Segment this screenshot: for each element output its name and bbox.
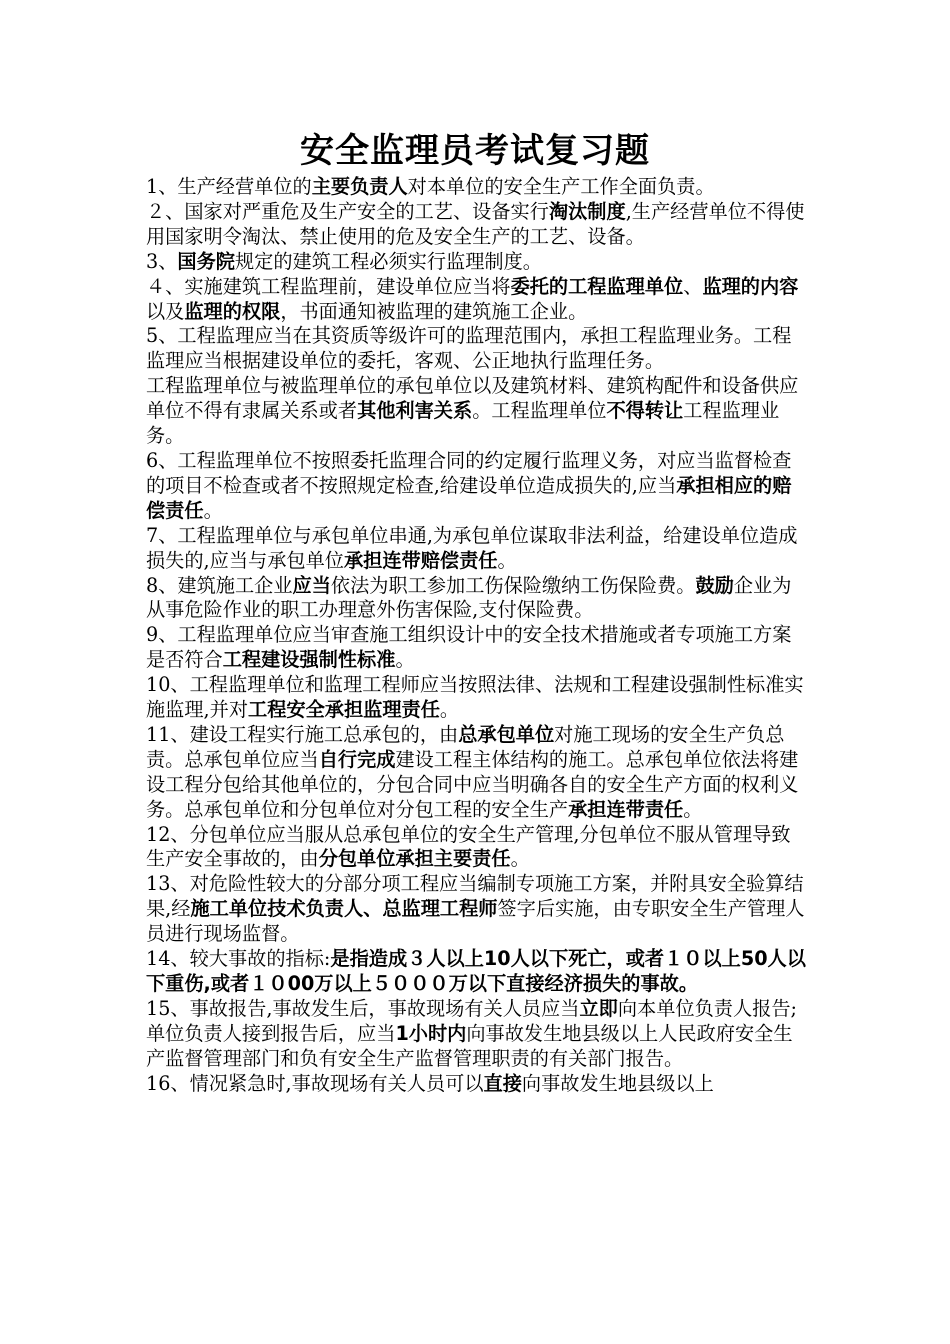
- bold-text-run: 应当: [292, 573, 331, 597]
- text-run: 依法为职工参加工伤保险缴纳工伤保险费。: [330, 573, 696, 597]
- bold-text-run: 承担相应的赔偿责任: [146, 473, 792, 522]
- text-run: 签字后实施，由专职安全生产管理人员进行现场监督。: [146, 897, 805, 946]
- bold-text-run: 鼓励: [695, 573, 734, 597]
- text-run: 规定的建筑工程必须实行监理制度。: [234, 249, 542, 273]
- paragraph: [146, 324, 806, 374]
- bold-text-run: 总承包单位: [458, 722, 555, 746]
- bold-text-run: 是指造成３人以上10人以下死亡，或者１０以上50人以下重伤,或者１０00万以上５０００万以下直接经济损失的事故。: [146, 947, 806, 995]
- paragraph: [146, 723, 806, 823]
- paragraph: [146, 250, 806, 275]
- bold-text-run: 施工单位技术负责人、总监理工程师: [190, 897, 498, 921]
- text-run: 11、建设工程实行施工总承包的，由: [146, 722, 459, 746]
- text-run: 。工程监理单位: [472, 399, 607, 423]
- paragraph: [146, 175, 806, 200]
- bold-text-run: 委托的工程监理单位: [510, 274, 684, 298]
- bold-text-run: 监理的内容: [702, 274, 799, 298]
- text-run: 向事故发生地县级以上人民政府安全生产监督管理部门和负有安全生产监督管理职责的有关部门报告。: [146, 1021, 793, 1070]
- bold-text-run: 分包单位承担主要责任: [318, 847, 511, 871]
- paragraph: [146, 449, 806, 524]
- text-run: 建设工程主体结构的施工。总承包单位依法将建设工程分包给其他单位的，分包合同中应当明确各自的安全生产方面的权利义务。总承包单位和分包单位对分包工程的安全生产: [146, 747, 799, 821]
- text-run: 12、分包单位应当服从总承包单位的安全生产管理,分包单位不服从管理导致生产安全事故的，由: [146, 822, 791, 871]
- text-run: 8、建筑施工企业: [146, 573, 293, 597]
- bold-text-run: 不得转让: [606, 399, 684, 423]
- bold-text-run: 其他利害关系: [357, 399, 473, 423]
- bold-text-run: 直接: [483, 1071, 522, 1095]
- paragraph: [146, 574, 806, 624]
- text-run: 3、: [146, 249, 178, 273]
- text-run: 、: [683, 274, 703, 298]
- paragraph: [146, 997, 806, 1072]
- text-run: 。: [683, 797, 703, 821]
- paragraph: [146, 623, 806, 673]
- text-run: 向事故发生地县级以上: [521, 1071, 714, 1095]
- bold-text-run: 国务院: [177, 249, 235, 273]
- paragraph: [146, 947, 806, 997]
- text-run: 5、工程监理应当在其资质等级许可的监理范围内，承担工程监理业务。工程监理应当根据建设单位的委托，客观、公正地执行监理任务。: [146, 324, 792, 373]
- text-run: 6、工程监理单位不按照委托监理合同的约定履行监理义务，对应当监督检查的项目不检查或者不按照规定检查,给建设单位造成损失的,应当: [146, 448, 792, 497]
- paragraph: [146, 1072, 806, 1097]
- text-run: 7、工程监理单位与承包单位串通,为承包单位谋取非法利益，给建设单位造成损失的,应当与承包单位: [146, 523, 798, 572]
- bold-text-run: 立即: [579, 996, 618, 1020]
- paragraph: [146, 524, 806, 574]
- text-run: 。: [510, 847, 530, 871]
- text-run: 15、事故报告,事故发生后，事故现场有关人员应当: [146, 996, 580, 1020]
- text-run: 。: [395, 648, 415, 672]
- bold-text-run: 淘汰制度: [548, 199, 626, 223]
- bold-text-run: 主要负责人: [311, 175, 408, 198]
- bold-text-run: 1小时内: [395, 1021, 467, 1045]
- text-run: ,生产经营单位不得使用国家明令淘汰、禁止使用的危及安全生产的工艺、设备。: [146, 199, 805, 248]
- paragraph: [146, 200, 806, 250]
- text-run: 以及: [146, 299, 185, 323]
- bold-text-run: 承担连带责任: [568, 797, 684, 821]
- bold-text-run: 承担连带赔偿责任: [343, 548, 498, 572]
- text-run: 。: [439, 698, 460, 722]
- text-run: 。: [497, 548, 517, 572]
- document-body: [146, 175, 806, 1097]
- paragraph: [146, 823, 806, 873]
- text-run: ４、实施建筑工程监理前，建设单位应当将: [146, 274, 511, 298]
- text-run: 工程监理单位与被监理单位的承包单位以及建筑材料、建筑构配件和设备供应单位不得有隶属关系或者: [146, 374, 799, 423]
- text-run: 14、较大事故的指标:: [146, 947, 331, 971]
- text-run: 9、工程监理单位应当审查施工组织设计中的安全技术措施或者专项施工方案是否符合: [146, 623, 792, 672]
- bold-text-run: 工程安全承担监理责任: [248, 698, 440, 722]
- paragraph: [146, 872, 806, 947]
- text-run: 对本单位的安全生产工作全面负责。: [407, 175, 715, 198]
- document-title: 安全监理员考试复习题: [300, 131, 650, 171]
- text-run: 向本单位负责人报告;单位负责人接到报告后，应当: [146, 996, 797, 1045]
- text-run: 工程监理业务。: [146, 399, 780, 448]
- text-run: 。: [203, 498, 223, 522]
- text-run: 企业为从事危险作业的职工办理意外伤害保险,支付保险费。: [146, 573, 792, 622]
- paragraph: [146, 374, 806, 449]
- paragraph: [146, 673, 806, 723]
- bold-text-run: 监理的权限: [184, 299, 281, 323]
- bold-text-run: 自行完成: [318, 747, 396, 771]
- text-run: 1、生产经营单位的: [146, 175, 312, 198]
- text-run: 10、工程监理单位和监理工程师应当按照法律、法规和工程建设强制性标准实施监理,并对: [146, 673, 804, 722]
- bold-text-run: 工程建设强制性标准: [222, 648, 396, 672]
- text-run: ２、国家对严重危及生产安全的工艺、设备实行: [146, 199, 549, 223]
- text-run: 13、对危险性较大的分部分项工程应当编制专项施工方案，并附具安全验算结果,经: [146, 872, 804, 921]
- text-run: ，书面通知被监理的建筑施工企业。: [280, 299, 588, 323]
- text-run: 对施工现场的安全生产负总责。总承包单位应当: [146, 722, 785, 771]
- paragraph: [146, 275, 806, 325]
- text-run: 16、情况紧急时,事故现场有关人员可以: [146, 1071, 484, 1095]
